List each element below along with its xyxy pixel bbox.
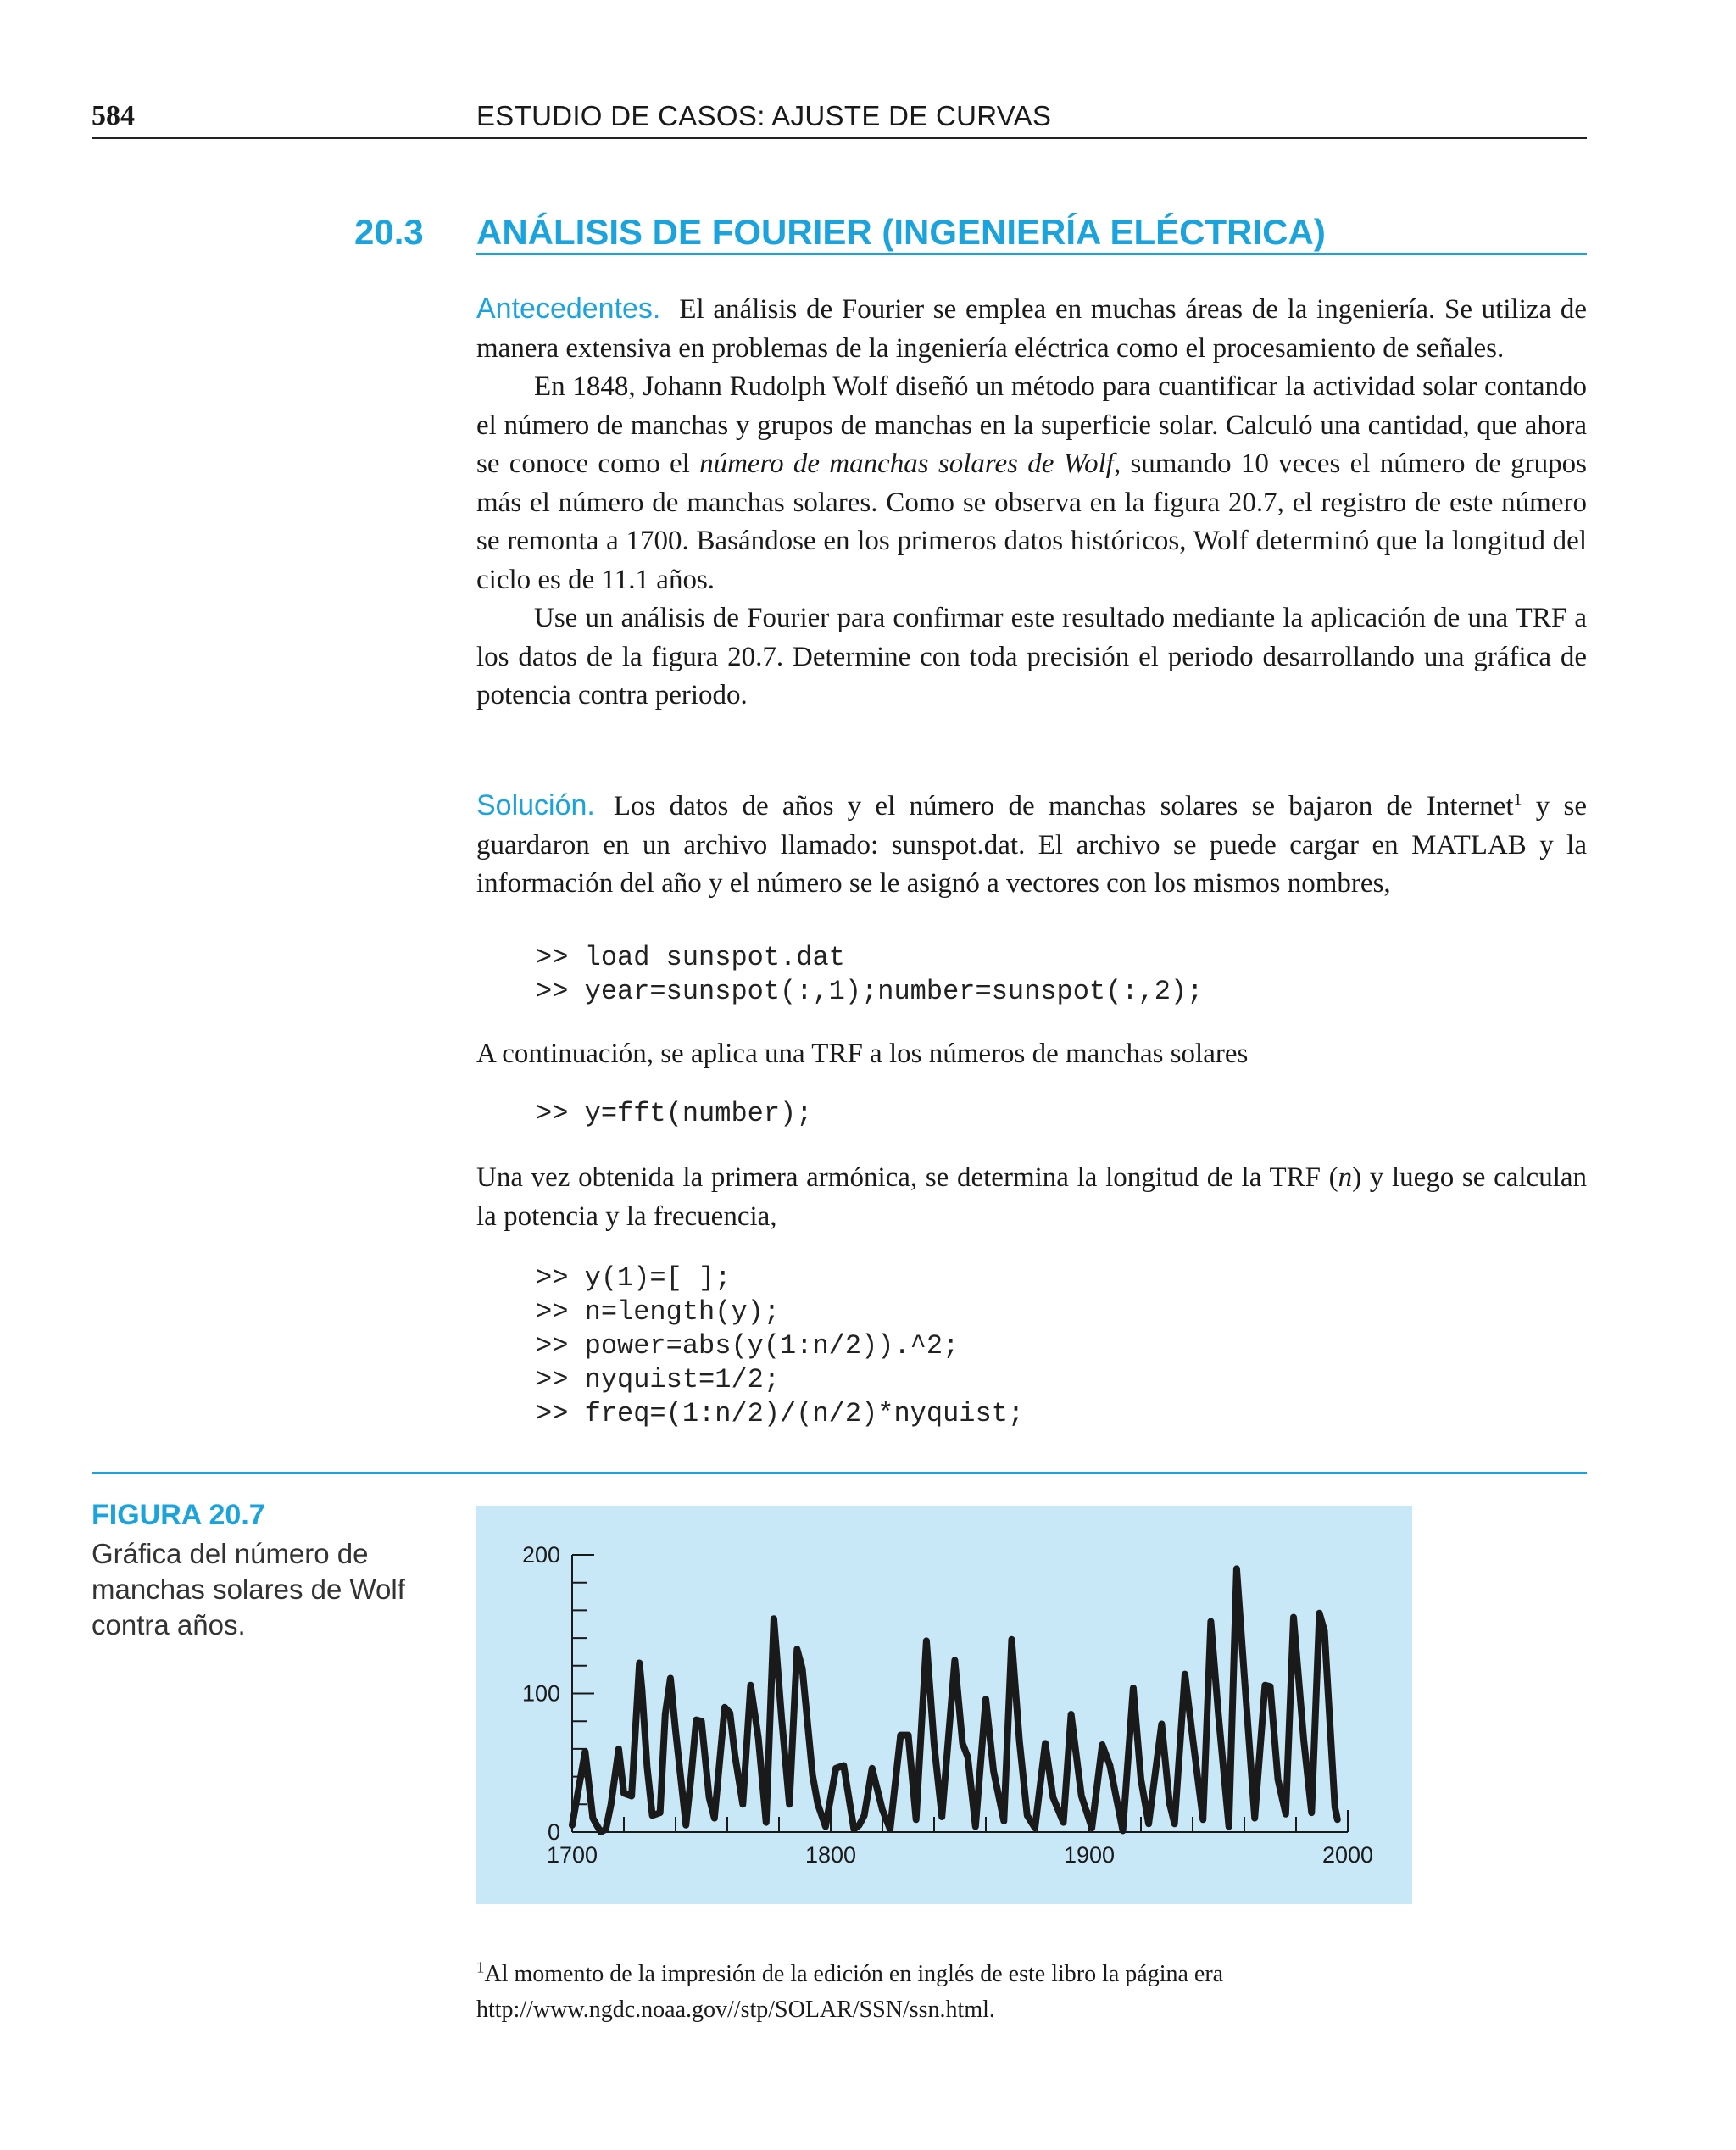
- wolf-number-term: número de manchas solares de Wolf: [699, 448, 1114, 479]
- footnote: [476, 1957, 1587, 2028]
- code-line: >> load sunspot.dat: [536, 942, 845, 973]
- figure-caption: Gráfica del número de manchas solares de Wolf contra años.: [92, 1538, 405, 1640]
- running-head: ESTUDIO DE CASOS: AJUSTE DE CURVAS: [476, 100, 1052, 131]
- figure-label: FIGURA 20.7: [92, 1499, 265, 1531]
- section-rule: [476, 253, 1587, 255]
- code-block-3: [536, 1262, 1024, 1431]
- section-number: 20.3: [354, 212, 424, 252]
- code-line: >> y=fft(number);: [536, 1098, 813, 1129]
- footnote-text: Al momento de la impresión de la edición en inglés de este libro la página era http://www.ngdc.noaa.gov//stp/SOLAR/SSN/ssn.html.: [476, 1961, 1224, 2023]
- code-line: >> y(1)=[ ];: [536, 1262, 732, 1294]
- solution-paragraph-1: Solución. Los datos de años y el número de manchas solares se bajaron de Internet$^1$ y se guardaron en un archivo llamado: sunspot.dat. El archivo se puede cargar en MATLAB y la información del año y el número se le asignó a vectores con los mismos nombres,: [476, 789, 1587, 899]
- solution-paragraph-3: Una vez obtenida la primera armónica, se determina la longitud de la TRF (n) y luego se calculan la potencia y la frecuencia,: [476, 1162, 1588, 1232]
- code-line: >> year=sunspot(:,1);number=sunspot(:,2);: [536, 976, 1204, 1007]
- page-number: 584: [92, 100, 135, 131]
- x-tick-label: 2000: [1321, 1842, 1374, 1868]
- header-rule: [92, 137, 1587, 139]
- x-tick-label: 1900: [1063, 1842, 1116, 1868]
- sunspot-chart: [476, 1506, 1412, 1904]
- x-tick-label: 1800: [804, 1842, 857, 1868]
- y-tick-label: 0: [547, 1819, 560, 1845]
- code-line: >> power=abs(y(1:n/2)).^2;: [536, 1330, 960, 1362]
- background-paragraph-3: Use un análisis de Fourier para confirmar este resultado mediante la aplicación de una TRF a los datos de la figura 20.7. Determine con toda precisión el periodo desarrollando una gráfica de potencia contra periodo.: [476, 603, 1587, 710]
- code-line: >> nyquist=1/2;: [536, 1364, 781, 1395]
- figure-panel: [476, 1506, 1412, 1904]
- x-tick-label: 1700: [546, 1842, 598, 1868]
- solution-paragraph-2: A continuación, se aplica una TRF a los números de manchas solares: [476, 1039, 1249, 1069]
- footnote-ref: 1: [1513, 790, 1522, 809]
- y-tick-label: 100: [521, 1680, 560, 1707]
- code-block-2: [536, 1097, 812, 1131]
- sunspot-series-line: [572, 1568, 1338, 1832]
- y-tick-label: 200: [521, 1542, 560, 1568]
- figure-rule: [92, 1472, 1587, 1474]
- section-title: ANÁLISIS DE FOURIER (INGENIERÍA ELÉCTRICA): [476, 212, 1326, 252]
- solution-lead: Solución.: [476, 789, 595, 822]
- background-lead: Antecedentes.: [476, 292, 661, 325]
- code-line: >> freq=(1:n/2)/(n/2)*nyquist;: [536, 1398, 1025, 1429]
- background-block: [476, 290, 1587, 716]
- footnote-mark: 1: [476, 1958, 485, 1977]
- code-line: >> n=length(y);: [536, 1296, 781, 1328]
- background-paragraph-1: Antecedentes. El análisis de Fourier se emplea en muchas áreas de la ingeniería. Se utiliza de manera extensiva en problemas de la ingeniería eléctrica como el procesamiento de señales.: [476, 292, 1587, 364]
- code-block-1: [536, 941, 1203, 1009]
- background-paragraph-2: En 1848, Johann Rudolph Wolf diseñó un método para cuantificar la actividad solar contando el número de manchas y grupos de manchas en la superficie solar. Calculó una cantidad, que ahora se conoce como el número de manchas solares de Wolf, sumando 10 veces el número de grupos más el número de manchas solares. Como se observa en la figura 20.7, el registro de este número se remonta a 1700. Basándose en los primeros datos históricos, Wolf determinó que la longitud del ciclo es de 11.1 años.: [476, 371, 1587, 595]
